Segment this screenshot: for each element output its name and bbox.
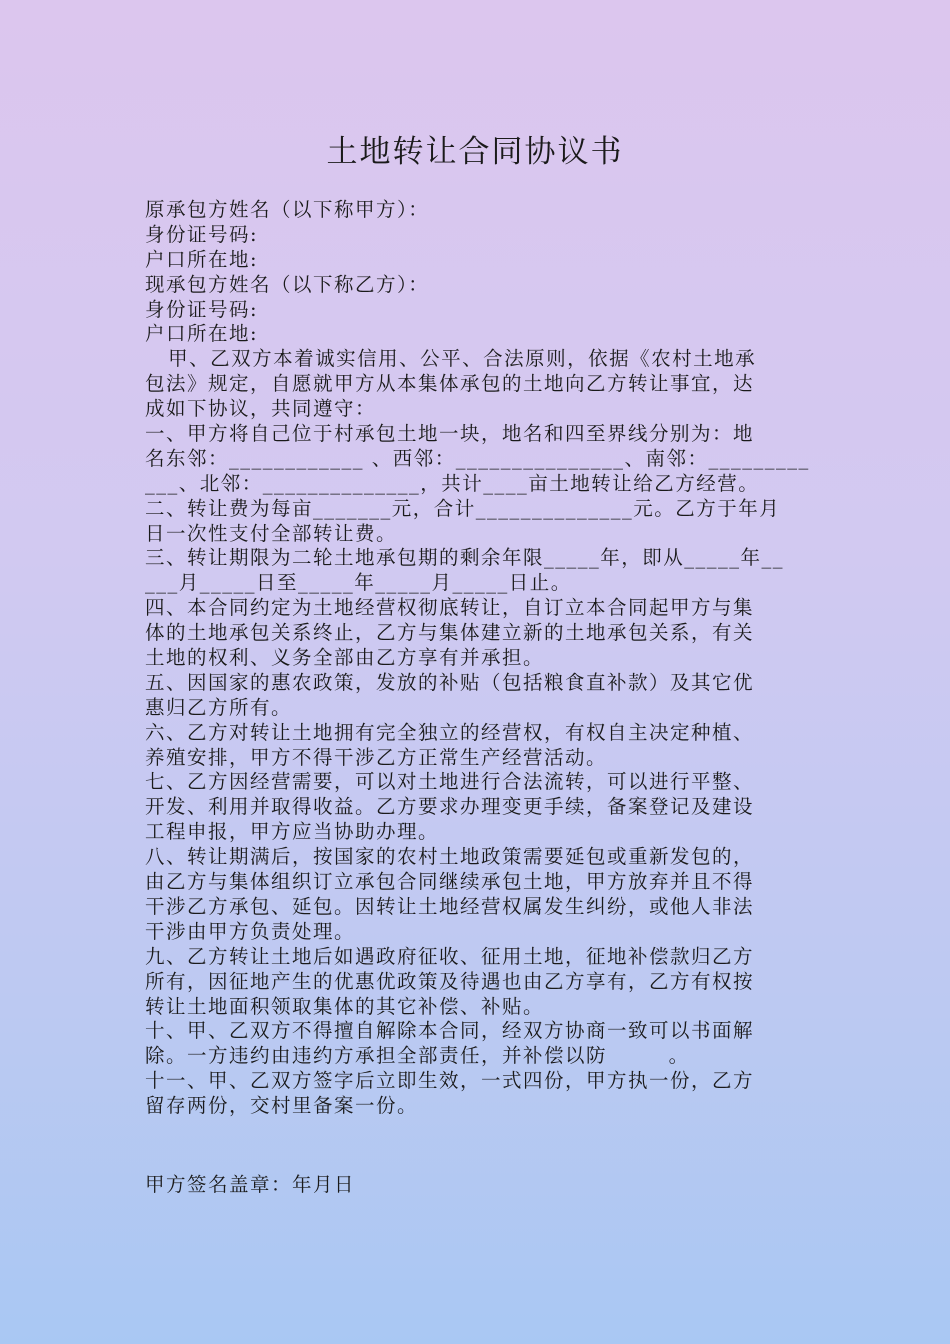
clause-8-line: 干涉由甲方负责处理。	[145, 919, 356, 943]
clause-7-line: 开发、利用并取得收益。乙方要求办理变更手续，备案登记及建设	[145, 795, 755, 819]
clause-3-line: ___月_____日至_____年_____月_____日止。	[145, 571, 572, 595]
field-party-b-id: 身份证号码:	[145, 297, 259, 321]
clause-9-line: 九、乙方转让土地后如遇政府征收、征用土地，征地补偿款归乙方	[145, 944, 755, 968]
field-party-a-id: 身份证号码:	[145, 222, 259, 246]
clause-5-line: 五、因国家的惠农政策，发放的补贴（包括粮食直补款）及其它优	[145, 670, 755, 694]
clause-4-line: 四、本合同约定为土地经营权彻底转让，自订立本合同起甲方与集	[145, 596, 755, 620]
clause-9-line: 转让土地面积领取集体的其它补偿、补贴。	[145, 994, 545, 1018]
clause-11-line: 十一、甲、乙双方签字后立即生效，一式四份，甲方执一份，乙方	[145, 1069, 755, 1093]
clause-7-line: 七、乙方因经营需要，可以对土地进行合法流转，可以进行平整、	[145, 770, 755, 794]
field-party-b-residence: 户口所在地:	[145, 322, 259, 346]
field-party-a-residence: 户口所在地:	[145, 247, 259, 271]
preamble-line: 包法》规定，自愿就甲方从本集体承包的土地向乙方转让事宜，达	[145, 372, 755, 396]
clause-11-line: 留存两份，交村里备案一份。	[145, 1094, 419, 1118]
field-party-b-name: 现承包方姓名（以下称乙方）：	[145, 272, 430, 296]
clause-10-line: 十、甲、乙双方不得擅自解除本合同，经双方协商一致可以书面解	[145, 1019, 755, 1043]
clause-1-line: 名东邻：____________ 、西邻：_______________、南邻：_________	[145, 446, 810, 470]
preamble-line: 甲、乙双方本着诚实信用、公平、合法原则，依据《农村土地承	[145, 347, 757, 371]
clause-1-line: ___、北邻：______________，共计____亩土地转让给乙方经营。	[145, 471, 760, 495]
document-title: 土地转让合同协议书	[326, 134, 624, 170]
clause-5-line: 惠归乙方所有。	[145, 695, 293, 719]
signature-line: 甲方签名盖章：年月日	[145, 1173, 356, 1196]
clause-4-line: 土地的权利、义务全部由乙方享有并承担。	[145, 646, 545, 670]
clause-2-line: 日一次性支付全部转让费。	[145, 521, 398, 545]
clause-1-line: 一、甲方将自己位于村承包土地一块，地名和四至界线分别为：地	[145, 422, 755, 446]
document-body	[145, 198, 815, 1119]
clause-3-line: 三、转让期限为二轮土地承包期的剩余年限_____年，即从_____年__	[145, 546, 785, 570]
clause-4-line: 体的土地承包关系终止，乙方与集体建立新的土地承包关系，有关	[145, 621, 755, 645]
clause-6-line: 六、乙方对转让土地拥有完全独立的经营权，有权自主决定种植、	[145, 720, 755, 744]
clause-2-line: 二、转让费为每亩_______元，合计______________元。乙方于年月	[145, 496, 781, 520]
clause-10-line: 除。一方违约由违约方承担全部责任，并补偿以防 。	[145, 1044, 690, 1068]
clause-8-line: 干涉乙方承包、延包。因转让土地经营权属发生纠纷，或他人非法	[145, 894, 755, 918]
clause-7-line: 工程申报，甲方应当协助办理。	[145, 820, 440, 844]
preamble-line: 成如下协议，共同遵守：	[145, 397, 377, 421]
clause-9-line: 所有，因征地产生的优惠优政策及待遇也由乙方享有，乙方有权按	[145, 969, 755, 993]
field-party-a-name: 原承包方姓名（以下称甲方）：	[145, 198, 430, 221]
clause-8-line: 由乙方与集体组织订立承包合同继续承包土地，甲方放弃并且不得	[145, 870, 755, 894]
clause-6-line: 养殖安排，甲方不得干涉乙方正常生产经营活动。	[145, 745, 608, 769]
clause-8-line: 八、转让期满后，按国家的农村土地政策需要延包或重新发包的，	[145, 845, 755, 869]
